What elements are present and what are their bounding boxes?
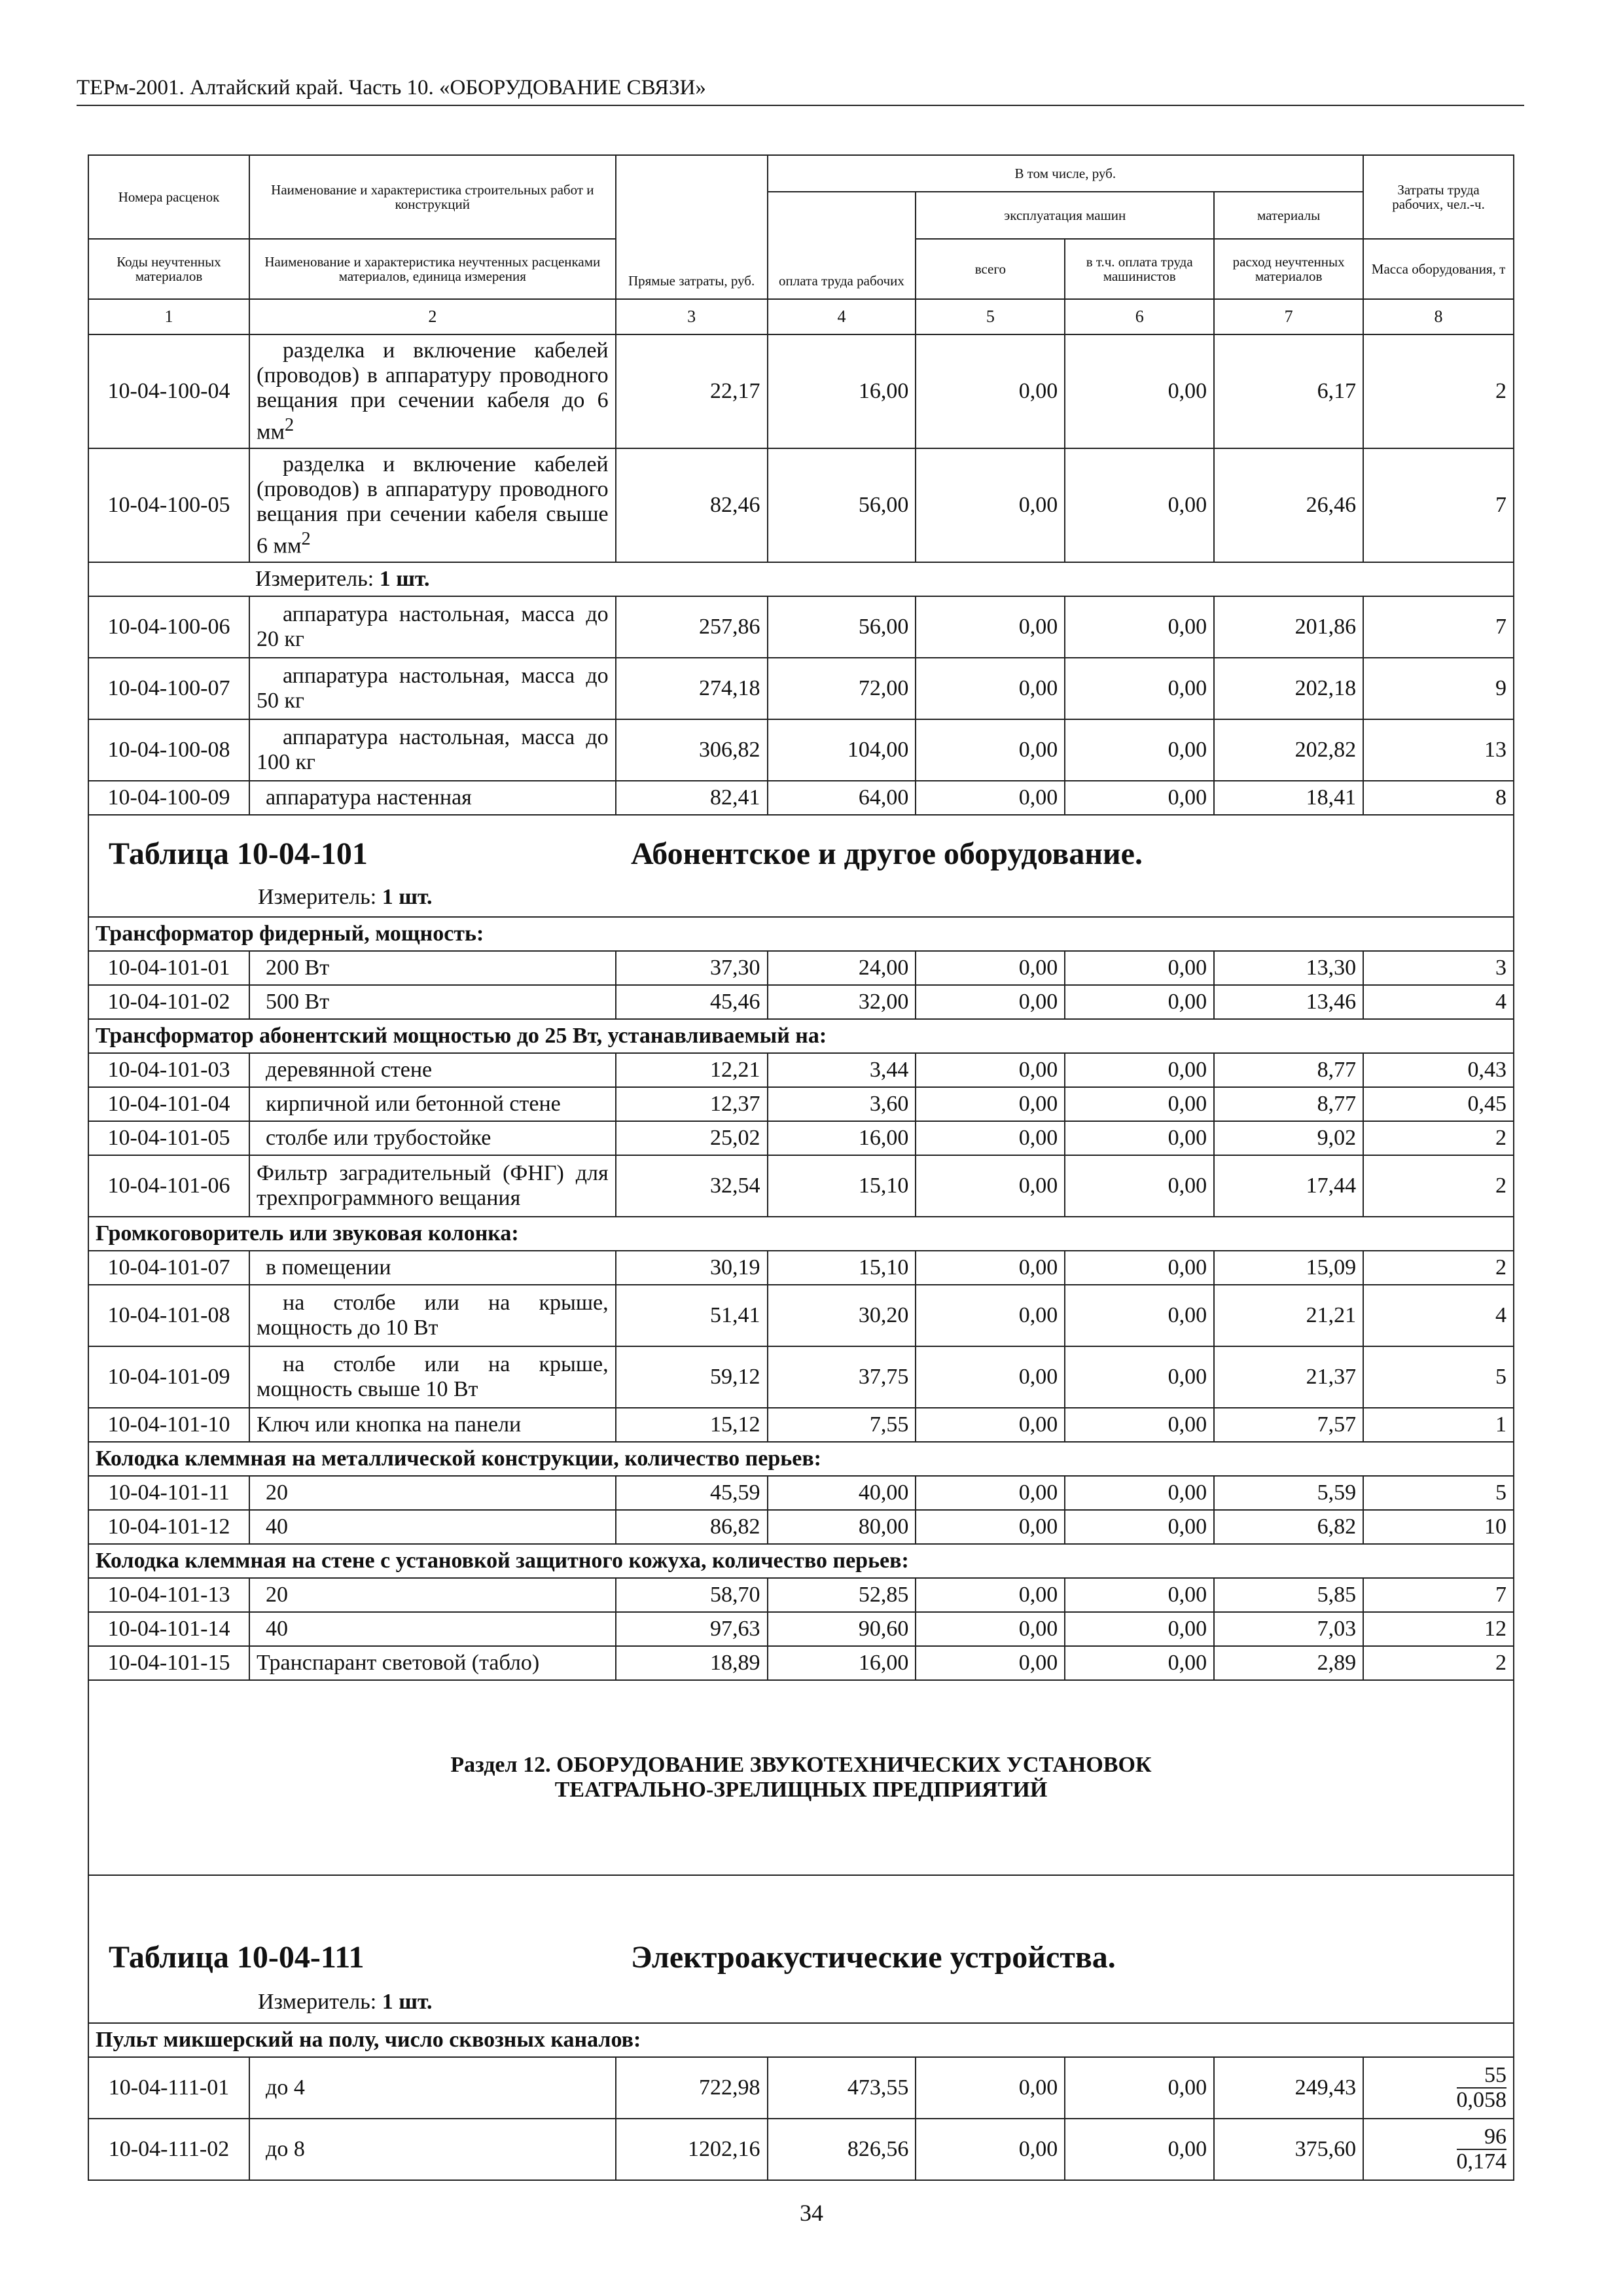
row-direct: 82,41 <box>616 781 768 815</box>
row-desc: деревянной стене <box>249 1053 616 1087</box>
table-row <box>88 1476 1514 1510</box>
row-wages: 56,00 <box>768 596 916 658</box>
row-machines: 0,00 <box>916 1578 1065 1612</box>
row-desc: аппаратура настольная, масса до 50 кг <box>249 658 616 719</box>
row-desc: разделка и включение кабелей (проводов) в аппаратуру проводного вещания при сечении кабеля до 6 $мм^2$ <box>249 334 616 448</box>
price-table <box>88 154 1514 2181</box>
row-desc: до 4 <box>249 2057 616 2119</box>
measure-label: Измеритель: 1 шт. <box>88 562 1514 596</box>
row-machines: 0,00 <box>916 334 1065 448</box>
row-desc: аппаратура настольная, масса до 100 кг <box>249 719 616 781</box>
row-wages: 24,00 <box>768 951 916 985</box>
row-direct: 18,89 <box>616 1646 768 1680</box>
row-code: 10-04-101-07 <box>88 1251 249 1285</box>
row-wages: 7,55 <box>768 1408 916 1442</box>
col-wages-header: оплата труда рабочих <box>768 192 916 299</box>
row-desc: разделка и включение кабелей (проводов) в аппаратуру проводного вещания при сечении кабеля свыше 6 $мм^2$ <box>249 448 616 562</box>
row-wages: 16,00 <box>768 1646 916 1680</box>
row-materials: 6,17 <box>1214 334 1363 448</box>
table-row <box>88 1646 1514 1680</box>
row-code: 10-04-101-11 <box>88 1476 249 1510</box>
row-machines-wages: 0,00 <box>1065 1121 1214 1155</box>
row-labor: 4 <box>1363 985 1514 1019</box>
row-machines: 0,00 <box>916 1346 1065 1408</box>
row-materials: 249,43 <box>1214 2057 1363 2119</box>
row-desc: 40 <box>249 1510 616 1544</box>
row-direct: 274,18 <box>616 658 768 719</box>
row-machines-wages: 0,00 <box>1065 1578 1214 1612</box>
group-row <box>88 2023 1514 2057</box>
col-num: 7 <box>1214 299 1363 334</box>
running-header: ТЕРм-2001. Алтайский край. Часть 10. «ОБОРУДОВАНИЕ СВЯЗИ» <box>77 73 1524 106</box>
row-code: 10-04-100-06 <box>88 596 249 658</box>
row-machines-wages: 0,00 <box>1065 985 1214 1019</box>
row-code: 10-04-100-07 <box>88 658 249 719</box>
row-wages: 3,60 <box>768 1087 916 1121</box>
row-labor: 55 <box>1457 2064 1507 2089</box>
row-direct: 51,41 <box>616 1285 768 1346</box>
section-heading: Раздел 12. ОБОРУДОВАНИЕ ЗВУКОТЕХНИЧЕСКИХ УСТАНОВОК ТЕАТРАЛЬНО-ЗРЕЛИЩНЫХ ПРЕДПРИЯТИЙ <box>88 1680 1514 1875</box>
row-machines: 0,00 <box>916 596 1065 658</box>
row-machines: 0,00 <box>916 1510 1065 1544</box>
row-direct: 97,63 <box>616 1612 768 1646</box>
row-desc: Транспарант световой (табло) <box>249 1646 616 1680</box>
table-row <box>88 658 1514 719</box>
row-desc: аппаратура настенная <box>249 781 616 815</box>
row-direct: 306,82 <box>616 719 768 781</box>
row-machines: 0,00 <box>916 448 1065 562</box>
row-desc: Фильтр заградительный (ФНГ) для трехпрограммного вещания <box>249 1155 616 1217</box>
row-code: 10-04-111-02 <box>88 2119 249 2180</box>
row-labor: 96 <box>1457 2125 1507 2150</box>
row-machines: 0,00 <box>916 1251 1065 1285</box>
table-row <box>88 1578 1514 1612</box>
row-desc: на столбе или на крыше, мощность до 10 Вт <box>249 1285 616 1346</box>
row-desc: 200 Вт <box>249 951 616 985</box>
row-wages: 64,00 <box>768 781 916 815</box>
row-labor: 8 <box>1363 781 1514 815</box>
row-materials: 202,18 <box>1214 658 1363 719</box>
table-111-name: Электроакустические устройства. <box>631 1940 1116 1975</box>
row-labor: 0,45 <box>1363 1087 1514 1121</box>
table-101-measure: Измеритель: 1 шт. <box>258 885 433 909</box>
row-desc: до 8 <box>249 2119 616 2180</box>
row-wages: 473,55 <box>768 2057 916 2119</box>
col-materials-header: материалы <box>1214 192 1363 239</box>
row-wages: 52,85 <box>768 1578 916 1612</box>
group-title: Трансформатор абонентский мощностью до 25 Вт, устанавливаемый на: <box>88 1019 1514 1053</box>
row-materials: 375,60 <box>1214 2119 1363 2180</box>
row-code: 10-04-101-13 <box>88 1578 249 1612</box>
row-machines-wages: 0,00 <box>1065 2119 1214 2180</box>
row-code: 10-04-111-01 <box>88 2057 249 2119</box>
table-row <box>88 1408 1514 1442</box>
row-mass: 0,058 <box>1456 2087 1507 2112</box>
row-labor: 1 <box>1363 1408 1514 1442</box>
row-materials: 202,82 <box>1214 719 1363 781</box>
row-code: 10-04-101-12 <box>88 1510 249 1544</box>
row-machines-wages: 0,00 <box>1065 1408 1214 1442</box>
row-materials: 8,77 <box>1214 1087 1363 1121</box>
table-111-title: Таблица 10-04-111 <box>109 1940 365 1975</box>
col-direct-header: Прямые затраты, руб. <box>616 155 768 299</box>
col-num: 2 <box>249 299 616 334</box>
row-materials: 13,30 <box>1214 951 1363 985</box>
row-materials: 21,37 <box>1214 1346 1363 1408</box>
row-desc: 500 Вт <box>249 985 616 1019</box>
row-materials: 7,57 <box>1214 1408 1363 1442</box>
col-total-header: всего <box>916 239 1065 299</box>
row-materials: 13,46 <box>1214 985 1363 1019</box>
column-numbers-row <box>88 299 1514 334</box>
row-labor-mass <box>1363 2057 1514 2119</box>
group-title: Трансформатор фидерный, мощность: <box>88 917 1514 951</box>
group-title: Громкоговоритель или звуковая колонка: <box>88 1217 1514 1251</box>
row-labor: 7 <box>1363 448 1514 562</box>
row-labor: 2 <box>1363 1251 1514 1285</box>
row-machines: 0,00 <box>916 1612 1065 1646</box>
row-direct: 722,98 <box>616 2057 768 2119</box>
row-machines: 0,00 <box>916 1408 1065 1442</box>
row-labor: 2 <box>1363 1646 1514 1680</box>
col-num: 6 <box>1065 299 1214 334</box>
group-row <box>88 917 1514 951</box>
table-111-measure: Измеритель: 1 шт. <box>258 1990 433 2014</box>
row-direct: 30,19 <box>616 1251 768 1285</box>
row-machines: 0,00 <box>916 1476 1065 1510</box>
table-row <box>88 1612 1514 1646</box>
row-machines-wages: 0,00 <box>1065 1251 1214 1285</box>
row-materials: 15,09 <box>1214 1251 1363 1285</box>
row-machines: 0,00 <box>916 951 1065 985</box>
col-codes-b-header: Коды неучтенных материалов <box>88 239 249 299</box>
table-111-header <box>88 1875 1514 2023</box>
row-desc: в помещении <box>249 1251 616 1285</box>
row-machines-wages: 0,00 <box>1065 334 1214 448</box>
row-wages: 16,00 <box>768 1121 916 1155</box>
col-mass-header: Масса оборудования, т <box>1363 239 1514 299</box>
table-101-title: Таблица 10-04-101 <box>109 836 368 871</box>
row-materials: 18,41 <box>1214 781 1363 815</box>
row-machines: 0,00 <box>916 1053 1065 1087</box>
row-machines: 0,00 <box>916 719 1065 781</box>
row-wages: 30,20 <box>768 1285 916 1346</box>
table-row <box>88 1285 1514 1346</box>
table-row <box>88 334 1514 448</box>
row-machines-wages: 0,00 <box>1065 1285 1214 1346</box>
row-materials: 21,21 <box>1214 1285 1363 1346</box>
row-wages: 15,10 <box>768 1155 916 1217</box>
row-labor: 12 <box>1363 1612 1514 1646</box>
row-labor: 2 <box>1363 1155 1514 1217</box>
row-labor: 13 <box>1363 719 1514 781</box>
row-machines-wages: 0,00 <box>1065 1053 1214 1087</box>
row-machines-wages: 0,00 <box>1065 1510 1214 1544</box>
row-wages: 72,00 <box>768 658 916 719</box>
table-row <box>88 1053 1514 1087</box>
row-labor: 3 <box>1363 951 1514 985</box>
row-code: 10-04-101-15 <box>88 1646 249 1680</box>
group-row <box>88 1442 1514 1476</box>
row-code: 10-04-101-10 <box>88 1408 249 1442</box>
row-machines: 0,00 <box>916 1646 1065 1680</box>
row-machines: 0,00 <box>916 2057 1065 2119</box>
row-code: 10-04-100-05 <box>88 448 249 562</box>
row-machines: 0,00 <box>916 2119 1065 2180</box>
row-labor: 7 <box>1363 596 1514 658</box>
table-row <box>88 719 1514 781</box>
row-wages: 3,44 <box>768 1053 916 1087</box>
row-materials: 8,77 <box>1214 1053 1363 1087</box>
group-title: Колодка клеммная на стене с установкой защитного кожуха, количество перьев: <box>88 1544 1514 1578</box>
row-direct: 12,37 <box>616 1087 768 1121</box>
row-materials: 9,02 <box>1214 1121 1363 1155</box>
row-machines-wages: 0,00 <box>1065 719 1214 781</box>
row-machines-wages: 0,00 <box>1065 781 1214 815</box>
row-materials: 201,86 <box>1214 596 1363 658</box>
row-machines-wages: 0,00 <box>1065 2057 1214 2119</box>
row-machines: 0,00 <box>916 1087 1065 1121</box>
section-row <box>88 1680 1514 1875</box>
col-machines-header: эксплуатация машин <box>916 192 1214 239</box>
row-direct: 45,46 <box>616 985 768 1019</box>
col-num: 4 <box>768 299 916 334</box>
row-materials: 2,89 <box>1214 1646 1363 1680</box>
measure-row <box>88 562 1514 596</box>
row-code: 10-04-100-09 <box>88 781 249 815</box>
row-wages: 16,00 <box>768 334 916 448</box>
row-machines-wages: 0,00 <box>1065 596 1214 658</box>
row-desc: столбе или трубостойке <box>249 1121 616 1155</box>
row-machines-wages: 0,00 <box>1065 1646 1214 1680</box>
row-wages: 40,00 <box>768 1476 916 1510</box>
group-row <box>88 1217 1514 1251</box>
row-labor: 5 <box>1363 1476 1514 1510</box>
col-unacc-header: расход неучтенных материалов <box>1214 239 1363 299</box>
row-wages: 104,00 <box>768 719 916 781</box>
row-materials: 6,82 <box>1214 1510 1363 1544</box>
row-materials: 5,59 <box>1214 1476 1363 1510</box>
table-row <box>88 1510 1514 1544</box>
row-labor: 10 <box>1363 1510 1514 1544</box>
col-codes-header: Номера расценок <box>88 155 249 239</box>
table-row <box>88 596 1514 658</box>
table-row <box>88 985 1514 1019</box>
row-labor-mass <box>1363 2119 1514 2180</box>
row-labor: 2 <box>1363 1121 1514 1155</box>
row-materials: 26,46 <box>1214 448 1363 562</box>
row-machines-wages: 0,00 <box>1065 1087 1214 1121</box>
table-row <box>88 1346 1514 1408</box>
row-labor: 7 <box>1363 1578 1514 1612</box>
col-num: 5 <box>916 299 1065 334</box>
row-code: 10-04-101-05 <box>88 1121 249 1155</box>
table-row <box>88 2119 1514 2180</box>
row-machines-wages: 0,00 <box>1065 448 1214 562</box>
row-materials: 17,44 <box>1214 1155 1363 1217</box>
row-code: 10-04-101-06 <box>88 1155 249 1217</box>
row-machines: 0,00 <box>916 781 1065 815</box>
col-num: 1 <box>88 299 249 334</box>
group-row <box>88 1019 1514 1053</box>
row-direct: 25,02 <box>616 1121 768 1155</box>
row-code: 10-04-101-03 <box>88 1053 249 1087</box>
row-direct: 22,17 <box>616 334 768 448</box>
row-direct: 45,59 <box>616 1476 768 1510</box>
row-mass: 0,174 <box>1456 2149 1507 2174</box>
table-row <box>88 1251 1514 1285</box>
col-name-b-header: Наименование и характеристика неучтенных расценками материалов, единица измерения <box>249 239 616 299</box>
row-machines: 0,00 <box>916 1121 1065 1155</box>
row-code: 10-04-101-01 <box>88 951 249 985</box>
group-title: Пульт микшерский на полу, число сквозных каналов: <box>88 2023 1514 2057</box>
col-name-header: Наименование и характеристика строительных работ и конструкций <box>249 155 616 239</box>
row-direct: 59,12 <box>616 1346 768 1408</box>
row-machines: 0,00 <box>916 985 1065 1019</box>
col-labor-header: Затраты труда рабочих, чел.-ч. <box>1363 155 1514 239</box>
row-direct: 86,82 <box>616 1510 768 1544</box>
col-num: 3 <box>616 299 768 334</box>
row-code: 10-04-100-08 <box>88 719 249 781</box>
table-row <box>88 951 1514 985</box>
header-row-1 <box>88 155 1514 192</box>
row-labor: 0,43 <box>1363 1053 1514 1087</box>
row-desc: аппаратура настольная, масса до 20 кг <box>249 596 616 658</box>
row-wages: 37,75 <box>768 1346 916 1408</box>
row-machines-wages: 0,00 <box>1065 951 1214 985</box>
row-wages: 32,00 <box>768 985 916 1019</box>
row-direct: 1202,16 <box>616 2119 768 2180</box>
table-row <box>88 1155 1514 1217</box>
table-row <box>88 1121 1514 1155</box>
row-desc: кирпичной или бетонной стене <box>249 1087 616 1121</box>
row-machines-wages: 0,00 <box>1065 658 1214 719</box>
table-row <box>88 448 1514 562</box>
row-wages: 80,00 <box>768 1510 916 1544</box>
row-desc: 20 <box>249 1476 616 1510</box>
row-code: 10-04-101-09 <box>88 1346 249 1408</box>
row-direct: 37,30 <box>616 951 768 985</box>
row-direct: 257,86 <box>616 596 768 658</box>
row-materials: 5,85 <box>1214 1578 1363 1612</box>
row-machines-wages: 0,00 <box>1065 1346 1214 1408</box>
group-title: Колодка клеммная на металлической конструкции, количество перьев: <box>88 1442 1514 1476</box>
row-machines: 0,00 <box>916 658 1065 719</box>
row-code: 10-04-101-14 <box>88 1612 249 1646</box>
table-row <box>88 2057 1514 2119</box>
table-101-body <box>88 917 1514 1680</box>
row-wages: 826,56 <box>768 2119 916 2180</box>
row-desc: на столбе или на крыше, мощность свыше 10 Вт <box>249 1346 616 1408</box>
row-code: 10-04-100-04 <box>88 334 249 448</box>
row-labor: 4 <box>1363 1285 1514 1346</box>
row-desc: 20 <box>249 1578 616 1612</box>
table-row <box>88 1087 1514 1121</box>
row-direct: 82,46 <box>616 448 768 562</box>
page-number: 34 <box>800 2200 823 2226</box>
row-code: 10-04-101-08 <box>88 1285 249 1346</box>
row-direct: 12,21 <box>616 1053 768 1087</box>
row-wages: 15,10 <box>768 1251 916 1285</box>
row-machines-wages: 0,00 <box>1065 1612 1214 1646</box>
row-machines: 0,00 <box>916 1155 1065 1217</box>
row-labor: 5 <box>1363 1346 1514 1408</box>
row-machines: 0,00 <box>916 1285 1065 1346</box>
row-labor: 9 <box>1363 658 1514 719</box>
row-wages: 90,60 <box>768 1612 916 1646</box>
row-labor: 2 <box>1363 334 1514 448</box>
col-incl-header: В том числе, руб. <box>768 155 1364 192</box>
table-title-row <box>88 1875 1514 2023</box>
row-direct: 32,54 <box>616 1155 768 1217</box>
table-101-name: Абонентское и другое оборудование. <box>631 836 1143 871</box>
row-materials: 7,03 <box>1214 1612 1363 1646</box>
row-machines-wages: 0,00 <box>1065 1155 1214 1217</box>
col-num: 8 <box>1363 299 1514 334</box>
row-machines-wages: 0,00 <box>1065 1476 1214 1510</box>
row-code: 10-04-101-02 <box>88 985 249 1019</box>
col-incl-wages-header: в т.ч. оплата труда машинистов <box>1065 239 1214 299</box>
row-direct: 15,12 <box>616 1408 768 1442</box>
table-title-row <box>88 815 1514 917</box>
table-row <box>88 781 1514 815</box>
row-wages: 56,00 <box>768 448 916 562</box>
row-direct: 58,70 <box>616 1578 768 1612</box>
row-desc: Ключ или кнопка на панели <box>249 1408 616 1442</box>
row-code: 10-04-101-04 <box>88 1087 249 1121</box>
group-row <box>88 1544 1514 1578</box>
row-desc: 40 <box>249 1612 616 1646</box>
table-101-header <box>88 815 1514 917</box>
